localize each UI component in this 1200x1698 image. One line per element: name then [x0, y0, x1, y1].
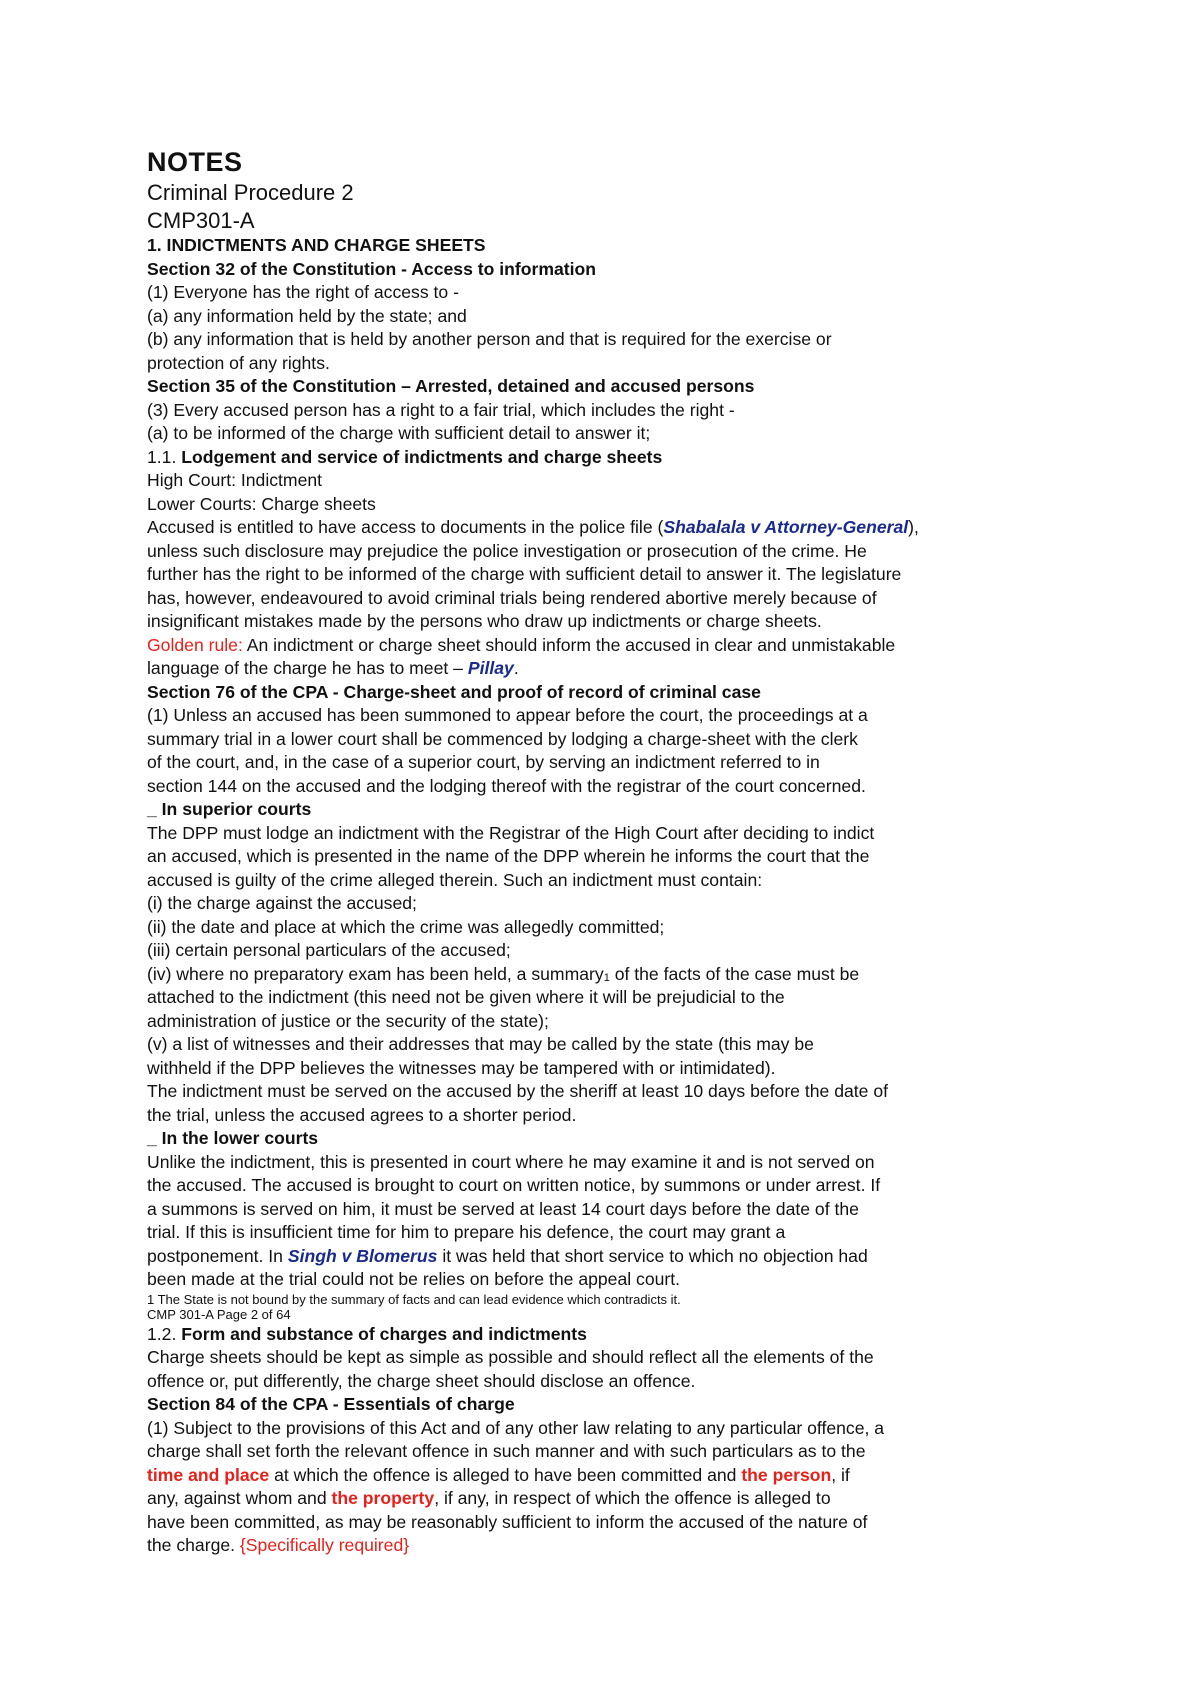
text-line: accused is guilty of the crime alleged therein. Such an indictment must contain:: [147, 869, 763, 890]
text-line: administration of justice or the security of the state);: [147, 1010, 549, 1031]
text-line: trial. If this is insufficient time for him to prepare his defence, the court may grant a: [147, 1222, 786, 1242]
text-line: a summons is served on him, it must be served at least 14 court days before the date of the: [147, 1198, 859, 1219]
text-line: have been committed, as may be reasonably sufficient to inform the accused of the nature of: [147, 1511, 868, 1532]
course-title: Criminal Procedure 2: [147, 180, 354, 205]
specifically-required-note: {Specifically required}: [239, 1535, 410, 1555]
section-76-heading: Section 76 of the CPA - Charge-sheet and proof of record of criminal case: [147, 681, 761, 702]
case-name-shabalala: Shabalala v Attorney-General: [663, 517, 909, 537]
text-line: [147, 1245, 1077, 1269]
text-line: protection of any rights.: [147, 352, 330, 373]
text-line: (v) a list of witnesses and their addresses that may be called by the state (this may be: [147, 1034, 814, 1054]
subsection-title: Lodgement and service of indictments and charge sheets: [181, 446, 663, 467]
text-line: Lower Courts: Charge sheets: [147, 493, 376, 514]
subsection-1-2-heading: [147, 1323, 1077, 1347]
text-line: summary trial in a lower court shall be commenced by lodging a charge-sheet with the clerk: [147, 728, 858, 749]
text-line: (ii) the date and place at which the crime was allegedly committed;: [147, 916, 665, 937]
text-line: (1) Unless an accused has been summoned to appear before the court, the proceedings at a: [147, 705, 868, 725]
footnote: 1 The State is not bound by the summary of facts and can lead evidence which contradicts it.: [147, 1291, 681, 1307]
page-number-label: CMP 301-A Page 2 of 64: [147, 1307, 291, 1322]
superior-courts-heading: _ In superior courts: [147, 799, 312, 819]
subsection-1-1-heading: [147, 446, 1077, 470]
text-span: the charge.: [147, 1535, 240, 1555]
text-line: Charge sheets should be kept as simple as possible and should reflect all the elements of the: [147, 1347, 874, 1367]
text-span: Accused is entitled to have access to documents in the police file (: [147, 517, 664, 537]
text-span: .: [513, 658, 519, 678]
text-line: the accused. The accused is brought to court on written notice, by summons or under arrest. If: [147, 1175, 881, 1195]
text-line: [147, 657, 1077, 681]
text-line: has, however, endeavoured to avoid criminal trials being rendered abortive merely because of: [147, 587, 877, 608]
text-span: An indictment or charge sheet should inform the accused in clear and unmistakable: [242, 634, 896, 655]
section-35-heading: Section 35 of the Constitution – Arrested, detained and accused persons: [147, 376, 755, 396]
course-code: CMP301-A: [147, 208, 255, 233]
highlight-time-and-place: time and place: [147, 1464, 270, 1485]
text-line: (iii) certain personal particulars of the accused;: [147, 940, 511, 960]
text-line: section 144 on the accused and the lodging thereof with the registrar of the court concerned.: [147, 775, 866, 796]
text-line: (1) Everyone has the right of access to -: [147, 282, 459, 302]
text-line: unless such disclosure may prejudice the police investigation or prosecution of the crime. He: [147, 540, 867, 561]
text-line: insignificant mistakes made by the persons who draw up indictments or charge sheets.: [147, 611, 822, 631]
text-line: offence or, put differently, the charge sheet should disclose an offence.: [147, 1370, 696, 1391]
case-name-singh: Singh v Blomerus: [287, 1245, 438, 1266]
highlight-the-property: the property: [331, 1488, 435, 1508]
section-32-heading: Section 32 of the Constitution - Access to information: [147, 258, 596, 279]
text-line: [147, 1534, 1077, 1558]
text-line: (i) the charge against the accused;: [147, 893, 417, 913]
text-span: (iv) where no preparatory exam has been held, a summary: [147, 963, 604, 984]
page-content: [147, 147, 1077, 1558]
notes-title: NOTES: [147, 147, 243, 177]
section-84-heading: Section 84 of the CPA - Essentials of charge: [147, 1394, 515, 1414]
golden-rule-label: Golden rule:: [147, 634, 243, 655]
text-span: at which the offence is alleged to have been committed and: [269, 1464, 742, 1485]
text-line: (1) Subject to the provisions of this Act and of any other law relating to any particular offence, a: [147, 1417, 885, 1438]
text-line: (a) any information held by the state; and: [147, 305, 467, 326]
golden-rule-line: [147, 634, 1077, 658]
text-line: [147, 516, 1077, 540]
case-name-pillay: Pillay: [467, 658, 514, 678]
text-line: (a) to be informed of the charge with sufficient detail to answer it;: [147, 423, 651, 443]
text-line: attached to the indictment (this need not be given where it will be prejudicial to the: [147, 987, 785, 1007]
lower-courts-heading: _ In the lower courts: [147, 1128, 319, 1148]
subsection-title: Form and substance of charges and indictments: [181, 1323, 587, 1344]
text-line: High Court: Indictment: [147, 470, 323, 490]
text-span: it was held that short service to which no objection had: [437, 1245, 868, 1266]
text-span: of the facts of the case must be: [609, 963, 860, 984]
text-line: (3) Every accused person has a right to a fair trial, which includes the right -: [147, 399, 735, 420]
text-span: ),: [908, 517, 919, 537]
text-line: the trial, unless the accused agrees to a shorter period.: [147, 1104, 577, 1125]
text-line: [147, 963, 1077, 987]
text-span: postponement. In: [147, 1245, 288, 1266]
footnote-marker: 1: [603, 971, 610, 984]
text-line: withheld if the DPP believes the witnesses may be tampered with or intimidated).: [147, 1057, 776, 1078]
text-line: of the court, and, in the case of a superior court, by serving an indictment referred to in: [147, 752, 820, 772]
text-span: , if: [831, 1464, 850, 1485]
text-line: further has the right to be informed of the charge with sufficient detail to answer it. The legislature: [147, 564, 902, 584]
text-line: [147, 1464, 1077, 1488]
text-line: an accused, which is presented in the name of the DPP wherein he informs the court that the: [147, 846, 870, 866]
subsection-number: 1.1.: [147, 446, 182, 467]
text-span: any, against whom and: [147, 1488, 332, 1508]
subsection-number: 1.2.: [147, 1323, 182, 1344]
text-line: been made at the trial could not be relies on before the appeal court.: [147, 1269, 681, 1289]
text-line: The DPP must lodge an indictment with the Registrar of the High Court after deciding to indict: [147, 822, 875, 843]
text-line: Unlike the indictment, this is presented in court where he may examine it and is not served on: [147, 1151, 875, 1172]
text-span: , if any, in respect of which the offence is alleged to: [434, 1488, 831, 1508]
text-line: [147, 1487, 1077, 1511]
highlight-the-person: the person: [741, 1464, 832, 1485]
text-line: (b) any information that is held by another person and that is required for the exercise or: [147, 329, 832, 349]
text-line: The indictment must be served on the accused by the sheriff at least 10 days before the date of: [147, 1081, 889, 1101]
chapter-heading: 1. INDICTMENTS AND CHARGE SHEETS: [147, 235, 486, 255]
text-line: charge shall set forth the relevant offence in such manner and with such particulars as to the: [147, 1441, 866, 1461]
text-span: language of the charge he has to meet –: [147, 658, 468, 678]
